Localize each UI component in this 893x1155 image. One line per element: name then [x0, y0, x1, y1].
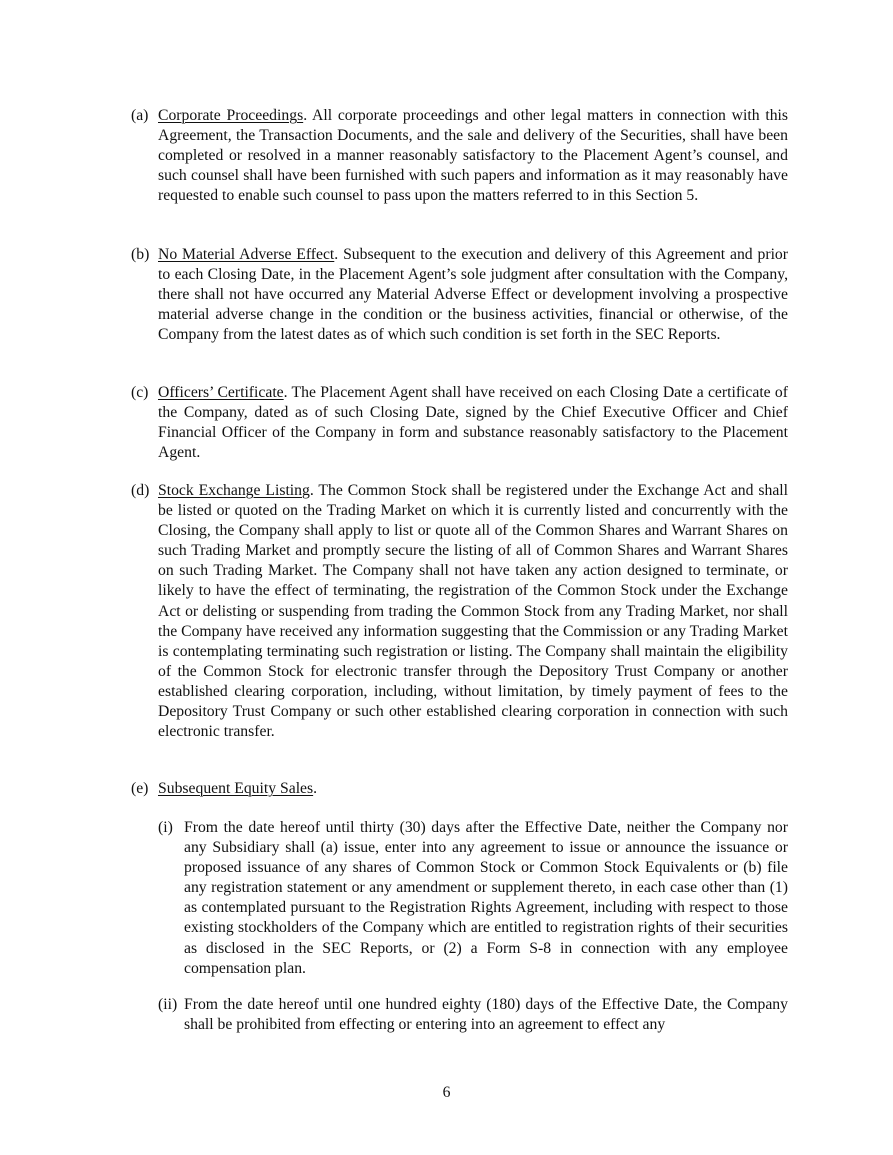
section-c-text: [158, 383, 788, 463]
subsection-ii: [158, 995, 788, 1035]
section-a-heading: Corporate Proceedings: [158, 107, 304, 124]
section-c-heading: Officers’ Certificate: [158, 384, 284, 401]
section-d-marker: (d): [131, 482, 150, 499]
section-b-heading: No Material Adverse Effect: [158, 246, 335, 263]
section-a-marker: (a): [131, 107, 149, 124]
section-c: [131, 383, 788, 463]
section-d-heading: Stock Exchange Listing: [158, 482, 310, 499]
section-a-text: [158, 106, 788, 206]
section-c-body: . The Placement Agent shall have received on each Closing Date a certificate of the Company, dated as of such Closing Date, signed by the Chief Executive Officer and Chief Financial Officer of the Company in form and substance reasonably satisfactory to the Placement Agent.: [158, 384, 788, 462]
section-c-marker: (c): [131, 384, 149, 401]
subsection-ii-marker: (ii): [158, 996, 178, 1013]
page-number: 6: [442, 1084, 451, 1101]
section-e-text: [158, 779, 788, 799]
section-a: [131, 106, 788, 206]
section-b-text: [158, 245, 788, 345]
section-a-body: . All corporate proceedings and other legal matters in connection with this Agreement, the Transaction Documents, and the sale and delivery of the Securities, shall have been completed or resolved in a manner reasonably satisfactory to the Placement Agent’s counsel, and such counsel shall have been furnished with such papers and information as it may reasonably have requested to enable such counsel to pass upon the matters referred to in this Section 5.: [158, 107, 789, 205]
section-e-heading: Subsequent Equity Sales: [158, 780, 314, 797]
subsection-i-body: From the date hereof until thirty (30) days after the Effective Date, neither the Company nor any Subsidiary shall (a) issue, enter into any agreement to issue or announce the issuance or proposed issuance of any shares of Common Stock or Common Stock Equivalents or (b) file any registration statement or any amendment or supplement thereto, in each case other than (1) as contemplated pursuant to the Registration Rights Agreement, including with respect to those existing stockholders of the Company which are entitled to registration rights of their securities as disclosed in the SEC Reports, or (2) a Form S-8 in connection with any employee compensation plan.: [184, 819, 788, 977]
section-e: [131, 779, 788, 799]
section-b-marker: (b): [131, 246, 150, 263]
subsection-i: [158, 818, 788, 979]
section-e-marker: (e): [131, 780, 149, 797]
section-d-body: . The Common Stock shall be registered under the Exchange Act and shall be listed or quoted on the Trading Market on which it is currently listed and concurrently with the Closing, the Company shall apply to list or quote all of the Common Shares and Warrant Shares on such Trading Market and promptly secure the listing of all of Common Shares and Warrant Shares on such Trading Market. The Company shall not have taken any action designed to terminate, or likely to have the effect of terminating, the registration of the Common Stock under the Exchange Act or delisting or suspending from trading the Common Stock from any Trading Market, nor shall the Company have received any information suggesting that the Commission or any Trading Market is contemplating terminating such registration or listing. The Company shall maintain the eligibility of the Common Stock for electronic transfer through the Depository Trust Company or another established clearing corporation, including, without limitation, by timely payment of fees to the Depository Trust Company or such other established clearing corporation in connection with such electronic transfer.: [158, 482, 789, 741]
section-e-body: .: [313, 780, 318, 797]
subsection-i-marker: (i): [158, 819, 173, 836]
section-b-body: . Subsequent to the execution and delivery of this Agreement and prior to each Closing Date, in the Placement Agent’s sole judgment after consultation with the Company, there shall not have occurred any Material Adverse Effect or development involving a prospective material adverse change in the condition or the business activities, financial or otherwise, of the Company from the latest dates as of which such condition is set forth in the SEC Reports.: [158, 246, 788, 344]
section-d: [131, 481, 788, 742]
subsection-ii-body: From the date hereof until one hundred eighty (180) days of the Effective Date, the Company shall be prohibited from effecting or entering into an agreement to effect any: [184, 996, 788, 1034]
section-d-text: [158, 481, 788, 742]
section-b: [131, 245, 788, 345]
